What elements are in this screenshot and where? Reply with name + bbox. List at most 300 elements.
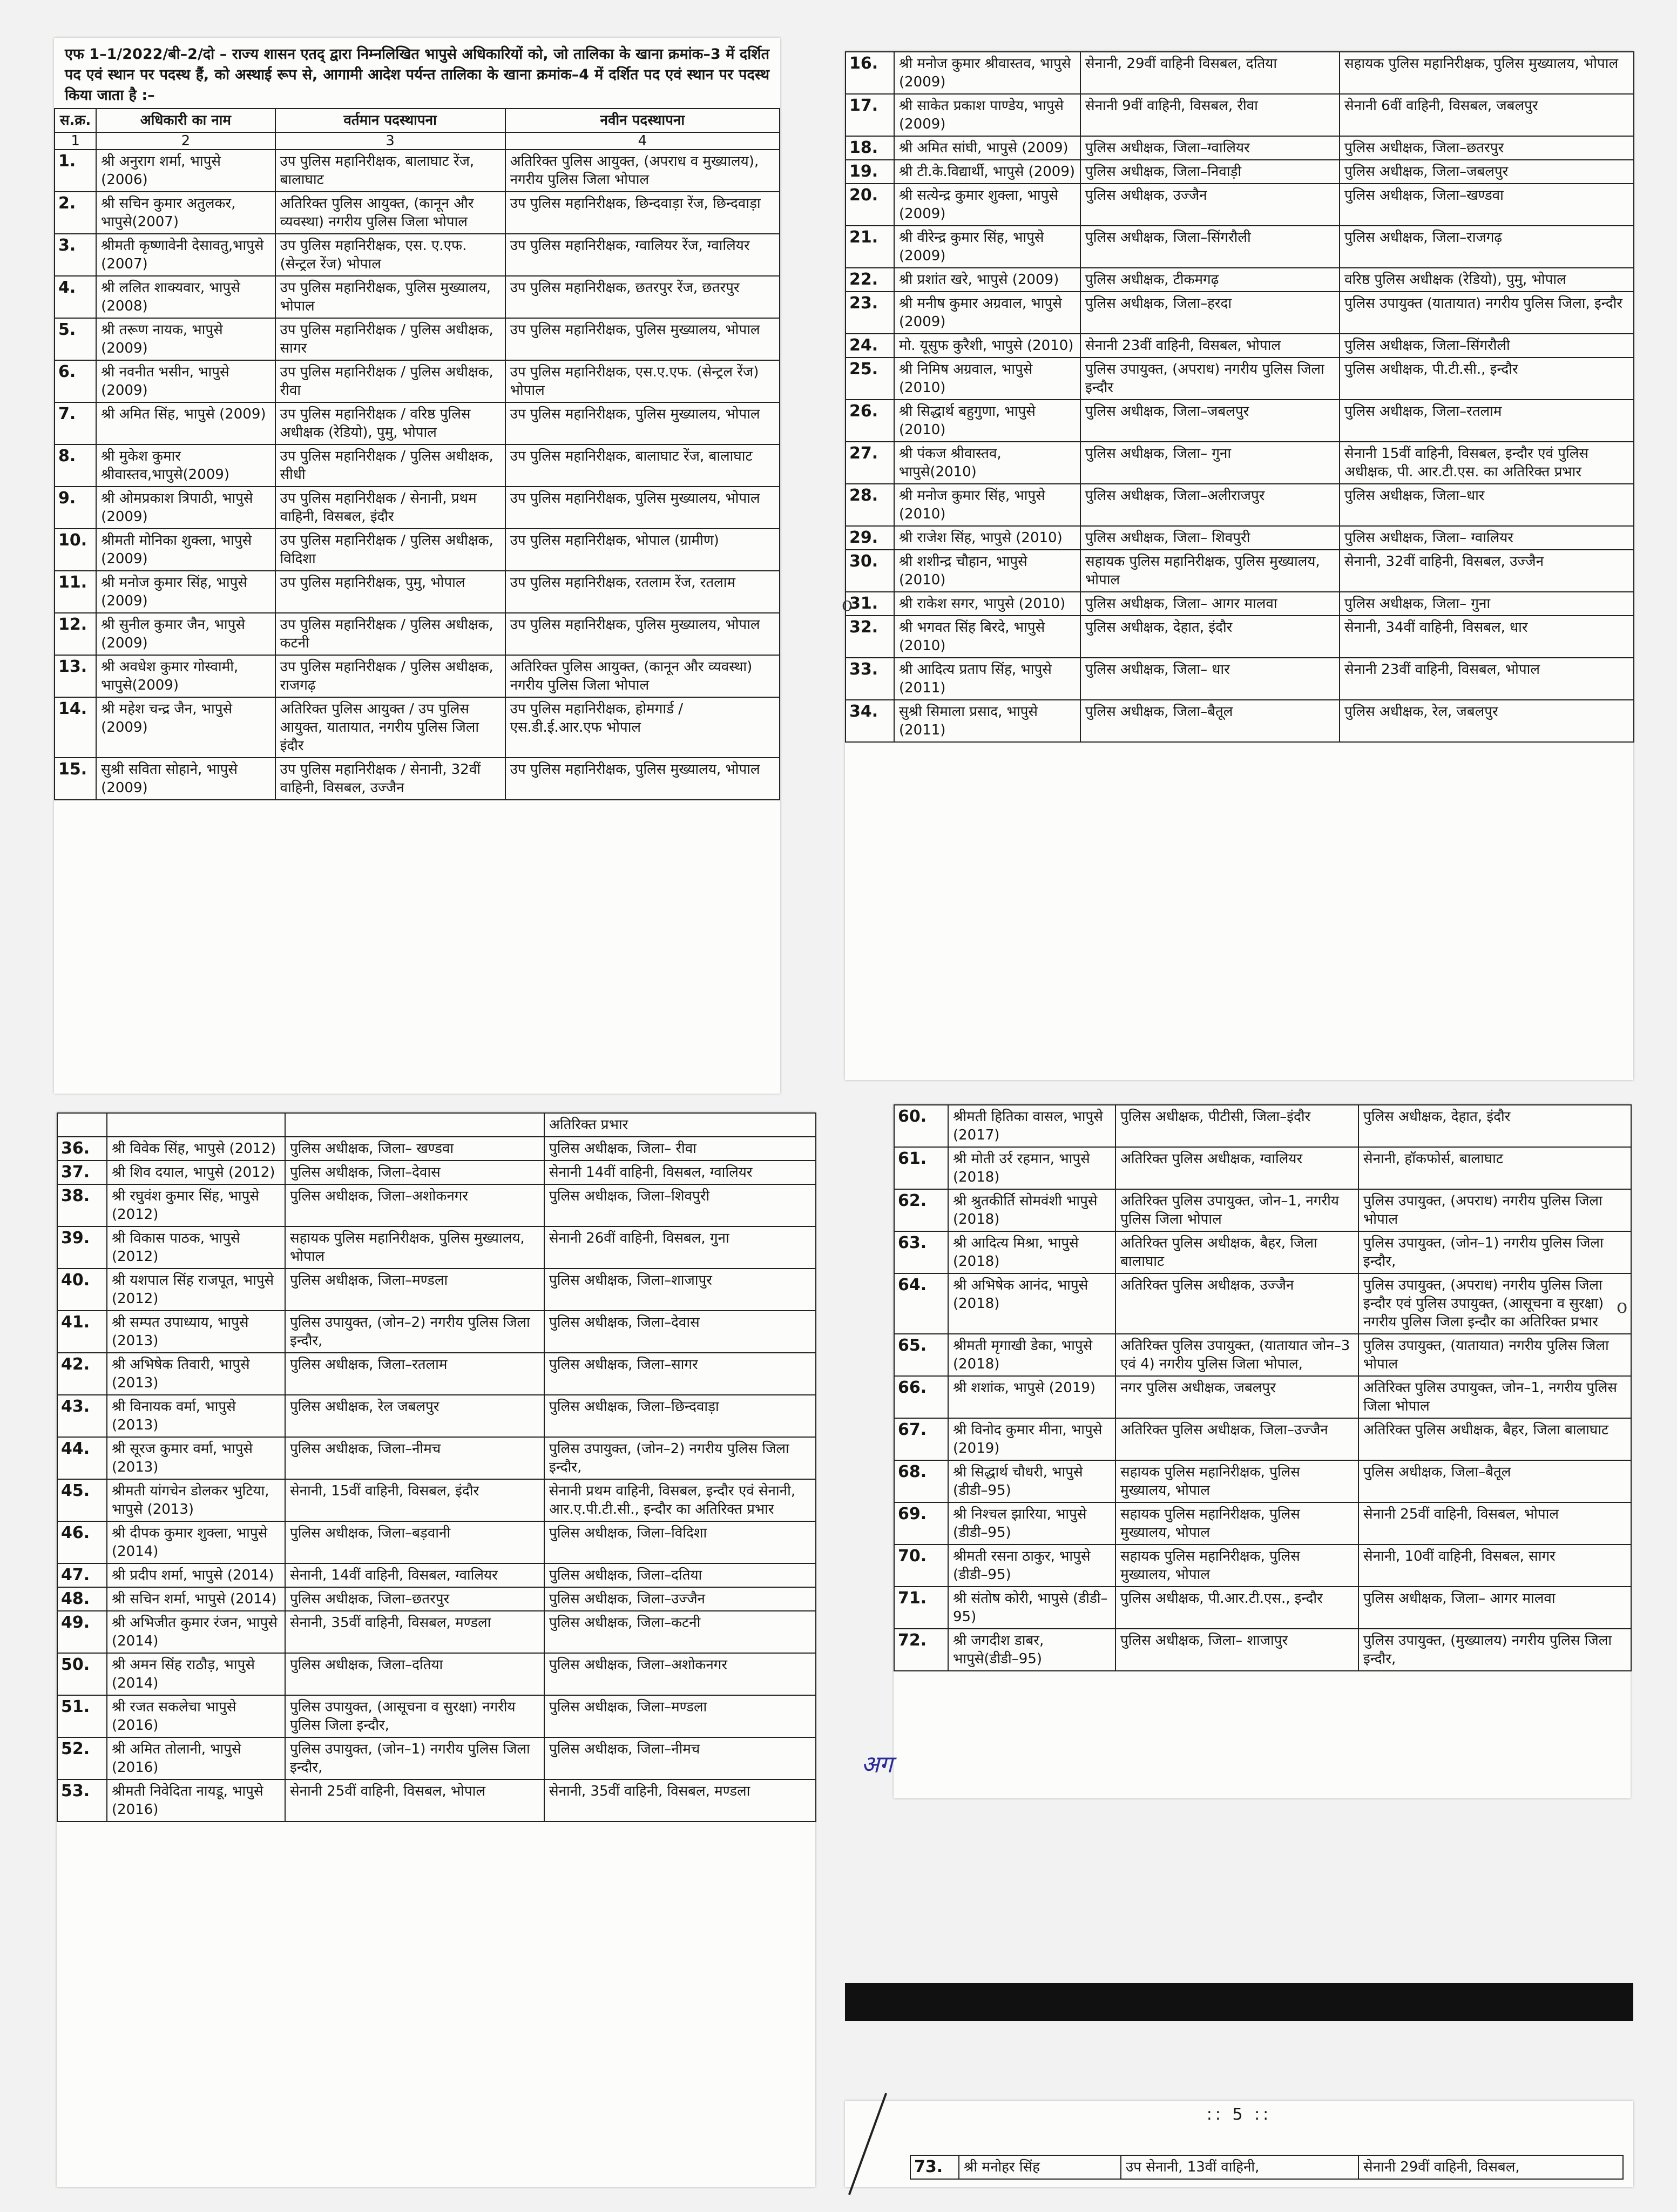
serial-number: 10. (55, 529, 96, 571)
transfer-table-3 (57, 1112, 816, 1822)
officer-name: श्री सत्येन्द्र कुमार शुक्ला, भापुसे (2009) (894, 184, 1080, 226)
table-row (894, 1273, 1631, 1334)
current-posting: पुलिस अधीक्षक, जिला– गुना (1080, 442, 1340, 484)
current-posting: उप पुलिस महानिरीक्षक / पुलिस अधीक्षक, कटनी (275, 613, 505, 655)
officer-name: श्री सचिन शर्मा, भापुसे (2014) (107, 1587, 285, 1611)
new-posting: पुलिस अधीक्षक, पी.टी.सी., इन्दौर (1340, 358, 1634, 400)
table-row (57, 1563, 816, 1587)
new-posting: उप पुलिस महानिरीक्षक, एस.ए.एफ. (सेन्ट्रल रेंज) भोपाल (505, 360, 780, 402)
transfer-table-2 (845, 51, 1634, 743)
serial-number: 4. (55, 276, 96, 318)
table-row (846, 226, 1634, 268)
officer-name: श्रीमती मोनिका शुक्ला, भापुसे (2009) (96, 529, 275, 571)
table-row (894, 1105, 1631, 1147)
serial-number: 64. (894, 1273, 948, 1334)
new-posting: उप पुलिस महानिरीक्षक, छतरपुर रेंज, छतरपुर (505, 276, 780, 318)
new-posting: पुलिस अधीक्षक, जिला–शिवपुरी (544, 1184, 816, 1226)
table-row (846, 616, 1634, 658)
serial-number: 68. (894, 1460, 948, 1502)
new-posting: पुलिस अधीक्षक, जिला–अशोकनगर (544, 1653, 816, 1695)
new-posting: पुलिस उपायुक्त, (अपराध) नगरीय पुलिस जिला इन्दौर एवं पुलिस उपायुक्त, (आसूचना व सुरक्षा) नगरीय पुलिस जिला इन्दौर का अतिरिक्त प्रभार (1358, 1273, 1631, 1334)
margin-mark: ᧐ (842, 591, 853, 616)
officer-name: श्री सूरज कुमार वर्मा, भापुसे (2013) (107, 1437, 285, 1479)
document-page-4 (861, 1104, 1631, 1798)
serial-number: 34. (846, 700, 894, 742)
current-posting: पुलिस अधीक्षक, जिला–ग्वालियर (1080, 136, 1340, 160)
serial-number: 16. (846, 52, 894, 94)
table-row (57, 1479, 816, 1521)
officer-name: श्रीमती निवेदिता नायडू, भापुसे (2016) (107, 1779, 285, 1822)
new-posting: अतिरिक्त पुलिस अधीक्षक, बैहर, जिला बालाघाट (1358, 1418, 1631, 1460)
officer-name: श्री तरूण नायक, भापुसे (2009) (96, 318, 275, 360)
officer-name: श्री राजेश सिंह, भापुसे (2010) (894, 526, 1080, 550)
officer-name: श्री महेश चन्द्र जैन, भापुसे (2009) (96, 697, 275, 758)
table-row (55, 697, 780, 758)
header-name: अधिकारी का नाम (96, 109, 275, 132)
table-row (55, 276, 780, 318)
new-posting: सेनानी 23वीं वाहिनी, विसबल, भोपाल (1340, 658, 1634, 700)
serial-number: 39. (57, 1226, 107, 1269)
serial-number: 23. (846, 292, 894, 334)
officer-name: श्री रजत सकलेचा भापुसे (2016) (107, 1695, 285, 1737)
table-row (894, 1460, 1631, 1502)
current-posting: अतिरिक्त पुलिस आयुक्त, (कानून और व्यवस्था) नगरीय पुलिस जिला भोपाल (275, 192, 505, 234)
current-posting: पुलिस अधीक्षक, टीकमगढ़ (1080, 268, 1340, 292)
current-posting: पुलिस अधीक्षक, पीटीसी, जिला–इंदौर (1115, 1105, 1358, 1147)
officer-name: श्री मोती उर्र रहमान, भापुसे (2018) (948, 1147, 1115, 1189)
current-posting: सहायक पुलिस महानिरीक्षक, पुलिस मुख्यालय, भोपाल (1115, 1502, 1358, 1545)
table-row (55, 150, 780, 192)
current-posting: अतिरिक्त पुलिस उपायुक्त, जोन–1, नगरीय पुलिस जिला भोपाल (1115, 1189, 1358, 1231)
new-posting: उप पुलिस महानिरीक्षक, पुलिस मुख्यालय, भोपाल (505, 487, 780, 529)
new-posting: पुलिस अधीक्षक, जिला–सागर (544, 1353, 816, 1395)
serial-number: 11. (55, 571, 96, 613)
serial-number: 28. (846, 484, 894, 526)
header-sno: स.क्र. (55, 109, 96, 132)
new-posting: पुलिस अधीक्षक, जिला–छिन्दवाड़ा (544, 1395, 816, 1437)
new-posting: पुलिस अधीक्षक, जिला–नीमच (544, 1737, 816, 1779)
current-posting: सहायक पुलिस महानिरीक्षक, पुलिस मुख्यालय, भोपाल (1080, 550, 1340, 592)
current-posting: पुलिस अधीक्षक, देहात, इंदौर (1080, 616, 1340, 658)
table-row (846, 268, 1634, 292)
table-row (57, 1137, 816, 1161)
current-posting: अतिरिक्त पुलिस आयुक्त / उप पुलिस आयुक्त, यातायात, नगरीय पुलिस जिला इंदौर (275, 697, 505, 758)
current-posting: पुलिस अधीक्षक, जिला–सिंगरौली (1080, 226, 1340, 268)
page-number: :: 5 :: (1206, 2105, 1272, 2124)
serial-number: 19. (846, 160, 894, 184)
table-row (894, 1502, 1631, 1545)
current-posting: पुलिस उपायुक्त, (अपराध) नगरीय पुलिस जिला इन्दौर (1080, 358, 1340, 400)
current-posting: पुलिस उपायुक्त, (जोन–1) नगरीय पुलिस जिला इन्दौर, (285, 1737, 544, 1779)
table-row (846, 52, 1634, 94)
current-posting: अतिरिक्त पुलिस अधीक्षक, उज्जैन (1115, 1273, 1358, 1334)
current-posting: सेनानी, 14वीं वाहिनी, विसबल, ग्वालियर (285, 1563, 544, 1587)
table-row (910, 2155, 1623, 2179)
table-row (55, 613, 780, 655)
officer-name: श्री शशीन्द्र चौहान, भापुसे (2010) (894, 550, 1080, 592)
table-row (846, 442, 1634, 484)
serial-number: 49. (57, 1611, 107, 1653)
officer-name: श्री अभिषेक आनंद, भापुसे (2018) (948, 1273, 1115, 1334)
current-posting: पुलिस अधीक्षक, जिला– शिवपुरी (1080, 526, 1340, 550)
new-posting: उप पुलिस महानिरीक्षक, पुलिस मुख्यालय, भोपाल (505, 318, 780, 360)
current-posting: उप पुलिस महानिरीक्षक / पुलिस अधीक्षक, सागर (275, 318, 505, 360)
table-row (846, 136, 1634, 160)
officer-name: श्री टी.के.विद्यार्थी, भापुसे (2009) (894, 160, 1080, 184)
serial-number: 17. (846, 94, 894, 136)
table-row (894, 1189, 1631, 1231)
table-row (57, 1311, 816, 1353)
table-row (846, 160, 1634, 184)
column-number: 3 (275, 132, 505, 150)
current-posting: अतिरिक्त पुलिस अधीक्षक, बैहर, जिला बालाघाट (1115, 1231, 1358, 1273)
officer-name: श्रीमती रसना ठाकुर, भापुसे (डीडी–95) (948, 1545, 1115, 1587)
new-posting: अतिरिक्त पुलिस आयुक्त, (अपराध व मुख्यालय), नगरीय पुलिस जिला भोपाल (505, 150, 780, 192)
table-row (57, 1695, 816, 1737)
officer-name: श्री मनोज कुमार सिंह, भापुसे (2010) (894, 484, 1080, 526)
table-row (846, 292, 1634, 334)
current-posting: सहायक पुलिस महानिरीक्षक, पुलिस मुख्यालय, भोपाल (1115, 1460, 1358, 1502)
serial-number: 15. (55, 758, 96, 800)
serial-number: 2. (55, 192, 96, 234)
officer-name: श्री निश्चल झारिया, भापुसे (डीडी–95) (948, 1502, 1115, 1545)
table-row (846, 484, 1634, 526)
new-posting: पुलिस अधीक्षक, जिला– ग्वालियर (1340, 526, 1634, 550)
current-posting: उप पुलिस महानिरीक्षक / सेनानी, प्रथम वाहिनी, विसबल, इंदौर (275, 487, 505, 529)
officer-name: श्रीमती मृगाखी डेका, भापुसे (2018) (948, 1334, 1115, 1376)
officer-name: श्री यशपाल सिंह राजपूत, भापुसे (2012) (107, 1269, 285, 1311)
table-row (55, 234, 780, 276)
current-posting: अतिरिक्त पुलिस अधीक्षक, ग्वालियर (1115, 1147, 1358, 1189)
officer-name: श्रीमती कृष्णावेनी देसावतु,भापुसे (2007) (96, 234, 275, 276)
new-posting: सेनानी, 34वीं वाहिनी, विसबल, धार (1340, 616, 1634, 658)
new-posting: उप पुलिस महानिरीक्षक, पुलिस मुख्यालय, भोपाल (505, 402, 780, 444)
officer-name: श्री अनुराग शर्मा, भापुसे (2006) (96, 150, 275, 192)
new-posting: सेनानी, हॉकफोर्स, बालाघाट (1358, 1147, 1631, 1189)
current-posting: उप पुलिस महानिरीक्षक / पुलिस अधीक्षक, विदिशा (275, 529, 505, 571)
serial-number: 51. (57, 1695, 107, 1737)
current-posting: पुलिस अधीक्षक, जिला–अशोकनगर (285, 1184, 544, 1226)
serial-number: 71. (894, 1587, 948, 1629)
document-page-1 (54, 38, 780, 1094)
serial-number: 73. (910, 2155, 959, 2179)
serial-number: 69. (894, 1502, 948, 1545)
table-row (846, 550, 1634, 592)
new-posting: सेनानी 14वीं वाहिनी, विसबल, ग्वालियर (544, 1161, 816, 1184)
current-posting: सेनानी 23वीं वाहिनी, विसबल, भोपाल (1080, 334, 1340, 358)
new-posting: पुलिस अधीक्षक, जिला–उज्जैन (544, 1587, 816, 1611)
serial-number: 9. (55, 487, 96, 529)
new-posting: पुलिस उपायुक्त, (अपराध) नगरीय पुलिस जिला भोपाल (1358, 1189, 1631, 1231)
new-posting: पुलिस अधीक्षक, जिला–धार (1340, 484, 1634, 526)
new-posting: अतिरिक्त पुलिस उपायुक्त, जोन–1, नगरीय पुलिस जिला भोपाल (1358, 1376, 1631, 1418)
serial-number: 6. (55, 360, 96, 402)
transfer-table-1 (54, 108, 780, 800)
officer-name: श्री विकास पाठक, भापुसे (2012) (107, 1226, 285, 1269)
new-posting: उप पुलिस महानिरीक्षक, बालाघाट रेंज, बालाघाट (505, 444, 780, 487)
column-number: 1 (55, 132, 96, 150)
serial-number: 14. (55, 697, 96, 758)
officer-name: श्री ललित शाक्यवार, भापुसे (2008) (96, 276, 275, 318)
document-page-5 (845, 2101, 1633, 2187)
officer-name: श्री सुनील कुमार जैन, भापुसे (2009) (96, 613, 275, 655)
current-posting: सेनानी, 35वीं वाहिनी, विसबल, मण्डला (285, 1611, 544, 1653)
new-posting: पुलिस अधीक्षक, जिला–विदिशा (544, 1521, 816, 1563)
table-row (894, 1629, 1631, 1671)
officer-name: श्री विवेक सिंह, भापुसे (2012) (107, 1137, 285, 1161)
table-row (57, 1269, 816, 1311)
officer-name: श्री जगदीश डाबर, भापुसे(डीडी–95) (948, 1629, 1115, 1671)
table-row (894, 1231, 1631, 1273)
column-number-row (55, 132, 780, 150)
officer-name: श्री संतोष कोरी, भापुसे (डीडी–95) (948, 1587, 1115, 1629)
new-posting: सेनानी प्रथम वाहिनी, विसबल, इन्दौर एवं सेनानी, आर.ए.पी.टी.सी., इन्दौर का अतिरिक्त प्रभार (544, 1479, 816, 1521)
officer-name: श्री अवधेश कुमार गोस्वामी, भापुसे(2009) (96, 655, 275, 697)
table-row (55, 655, 780, 697)
table-row (55, 318, 780, 360)
current-posting: पुलिस अधीक्षक, जिला–देवास (285, 1161, 544, 1184)
serial-number: 44. (57, 1437, 107, 1479)
officer-name: श्री सम्पत उपाध्याय, भापुसे (2013) (107, 1311, 285, 1353)
officer-name: श्रीमती हितिका वासल, भापुसे (2017) (948, 1105, 1115, 1147)
serial-number: 24. (846, 334, 894, 358)
table-row (57, 1611, 816, 1653)
current-posting: पुलिस अधीक्षक, जिला– खण्डवा (285, 1137, 544, 1161)
new-posting: अतिरिक्त पुलिस आयुक्त, (कानून और व्यवस्था) नगरीय पुलिस जिला भोपाल (505, 655, 780, 697)
serial-number: 18. (846, 136, 894, 160)
new-posting: पुलिस अधीक्षक, रेल, जबलपुर (1340, 700, 1634, 742)
officer-name: श्री सचिन कुमार अतुलकर, भापुसे(2007) (96, 192, 275, 234)
new-posting: पुलिस अधीक्षक, देहात, इंदौर (1358, 1105, 1631, 1147)
new-posting: उप पुलिस महानिरीक्षक, रतलाम रेंज, रतलाम (505, 571, 780, 613)
current-posting: सेनानी 25वीं वाहिनी, विसबल, भोपाल (285, 1779, 544, 1822)
new-posting: उप पुलिस महानिरीक्षक, ग्वालियर रेंज, ग्वालियर (505, 234, 780, 276)
serial-number: 12. (55, 613, 96, 655)
officer-name: श्री शिव दयाल, भापुसे (2012) (107, 1161, 285, 1184)
new-posting: सहायक पुलिस महानिरीक्षक, पुलिस मुख्यालय, भोपाल (1340, 52, 1634, 94)
current-posting: पुलिस अधीक्षक, उज्जैन (1080, 184, 1340, 226)
officer-name: श्री नवनीत भसीन, भापुसे (2009) (96, 360, 275, 402)
table-row (55, 444, 780, 487)
new-posting: पुलिस अधीक्षक, जिला–शाजापुर (544, 1269, 816, 1311)
officer-name: श्री अमित सिंह, भापुसे (2009) (96, 402, 275, 444)
new-posting: उप पुलिस महानिरीक्षक, भोपाल (ग्रामीण) (505, 529, 780, 571)
officer-name: श्री मनोज कुमार श्रीवास्तव, भापुसे (2009) (894, 52, 1080, 94)
officer-name: श्री दीपक कुमार शुक्ला, भापुसे (2014) (107, 1521, 285, 1563)
officer-name: श्री सिद्धार्थ चौधरी, भापुसे (डीडी–95) (948, 1460, 1115, 1502)
current-posting: उप पुलिस महानिरीक्षक / पुलिस अधीक्षक, सीधी (275, 444, 505, 487)
initials-signature: अग (861, 1751, 893, 1778)
new-posting: पुलिस उपायुक्त, (यातायात) नगरीय पुलिस जिला भोपाल (1358, 1334, 1631, 1376)
current-posting: सेनानी 9वीं वाहिनी, विसबल, रीवा (1080, 94, 1340, 136)
table-row (55, 529, 780, 571)
officer-name: श्री रघुवंश कुमार सिंह, भापुसे (2012) (107, 1184, 285, 1226)
serial-number: 13. (55, 655, 96, 697)
table-row (846, 358, 1634, 400)
document-page-2 (842, 51, 1633, 1080)
current-posting: अतिरिक्त पुलिस उपायुक्त, (यातायात जोन–3 एवं 4) नगरीय पुलिस जिला भोपाल, (1115, 1334, 1358, 1376)
serial-number: 25. (846, 358, 894, 400)
new-posting: सेनानी 25वीं वाहिनी, विसबल, भोपाल (1358, 1502, 1631, 1545)
serial-number: 37. (57, 1161, 107, 1184)
current-posting: उप पुलिस महानिरीक्षक / सेनानी, 32वीं वाहिनी, विसबल, उज्जैन (275, 758, 505, 800)
officer-name: श्री श्रुतकीर्ति सोमवंशी भापुसे (2018) (948, 1189, 1115, 1231)
table-row (57, 1353, 816, 1395)
serial-number: 36. (57, 1137, 107, 1161)
serial-number: 7. (55, 402, 96, 444)
officer-name: श्री शशांक, भापुसे (2019) (948, 1376, 1115, 1418)
table-row (57, 1653, 816, 1695)
new-posting: सेनानी, 32वीं वाहिनी, विसबल, उज्जैन (1340, 550, 1634, 592)
table-row (57, 1113, 816, 1137)
new-posting: पुलिस अधीक्षक, जिला– रीवा (544, 1137, 816, 1161)
table-row (55, 487, 780, 529)
table-row (846, 526, 1634, 550)
serial-number: 70. (894, 1545, 948, 1587)
serial-number: 67. (894, 1418, 948, 1460)
table-row (846, 592, 1634, 616)
table-row (57, 1779, 816, 1822)
new-posting: उप पुलिस महानिरीक्षक, छिन्दवाड़ा रेंज, छिन्दवाड़ा (505, 192, 780, 234)
serial-number: 20. (846, 184, 894, 226)
table-row (846, 400, 1634, 442)
officer-name: श्री आदित्य प्रताप सिंह, भापुसे (2011) (894, 658, 1080, 700)
new-posting: पुलिस अधीक्षक, जिला–बैतूल (1358, 1460, 1631, 1502)
margin-mark: ᧐ (1617, 1293, 1627, 1318)
new-posting: पुलिस अधीक्षक, जिला–मण्डला (544, 1695, 816, 1737)
officer-name: श्री अमित सांघी, भापुसे (2009) (894, 136, 1080, 160)
header-current: वर्तमान पदस्थापना (275, 109, 505, 132)
current-posting: पुलिस अधीक्षक, जिला– शाजापुर (1115, 1629, 1358, 1671)
serial-number: 29. (846, 526, 894, 550)
table-row (55, 360, 780, 402)
officer-name: श्री ओमप्रकाश त्रिपाठी, भापुसे (2009) (96, 487, 275, 529)
table-row (57, 1184, 816, 1226)
carry-over-text: अतिरिक्त प्रभार (544, 1113, 816, 1137)
officer-name: श्री प्रदीप शर्मा, भापुसे (2014) (107, 1563, 285, 1587)
table-row (894, 1147, 1631, 1189)
new-posting: पुलिस उपायुक्त (यातायात) नगरीय पुलिस जिला, इन्दौर (1340, 292, 1634, 334)
officer-name: सुश्री सिमाला प्रसाद, भापुसे (2011) (894, 700, 1080, 742)
new-posting: पुलिस अधीक्षक, जिला–जबलपुर (1340, 160, 1634, 184)
serial-number: 62. (894, 1189, 948, 1231)
table-row (894, 1376, 1631, 1418)
serial-number: 65. (894, 1334, 948, 1376)
new-posting: वरिष्ठ पुलिस अधीक्षक (रेडियो), पुमु, भोपाल (1340, 268, 1634, 292)
current-posting: पुलिस उपायुक्त, (आसूचना व सुरक्षा) नगरीय पुलिस जिला इन्दौर, (285, 1695, 544, 1737)
current-posting: सेनानी, 29वीं वाहिनी विसबल, दतिया (1080, 52, 1340, 94)
new-posting: पुलिस अधीक्षक, जिला–राजगढ़ (1340, 226, 1634, 268)
officer-name: श्री वीरेन्द्र कुमार सिंह, भापुसे (2009) (894, 226, 1080, 268)
officer-name: श्री साकेत प्रकाश पाण्डेय, भापुसे (2009) (894, 94, 1080, 136)
table-row (57, 1161, 816, 1184)
serial-number: 40. (57, 1269, 107, 1311)
officer-name: श्री अमन सिंह राठौड़, भापुसे (2014) (107, 1653, 285, 1695)
officer-name: श्री अभिषेक तिवारी, भापुसे (2013) (107, 1353, 285, 1395)
new-posting: पुलिस उपायुक्त, (जोन–1) नगरीय पुलिस जिला इन्दौर, (1358, 1231, 1631, 1273)
current-posting: पुलिस अधीक्षक, जिला–बड़वानी (285, 1521, 544, 1563)
current-posting: उप पुलिस महानिरीक्षक / पुलिस अधीक्षक, राजगढ़ (275, 655, 505, 697)
officer-name: श्री अभिजीत कुमार रंजन, भापुसे (2014) (107, 1611, 285, 1653)
table-row (846, 658, 1634, 700)
current-posting: पुलिस अधीक्षक, जिला–हरदा (1080, 292, 1340, 334)
table-row (894, 1334, 1631, 1376)
current-posting: उप सेनानी, 13वीं वाहिनी, (1121, 2155, 1358, 2179)
table-row (846, 334, 1634, 358)
table-row (894, 1545, 1631, 1587)
serial-number: 47. (57, 1563, 107, 1587)
current-posting: उप पुलिस महानिरीक्षक / वरिष्ठ पुलिस अधीक्षक (रेडियो), पुमु, भोपाल (275, 402, 505, 444)
table-row (57, 1437, 816, 1479)
current-posting: पुलिस अधीक्षक, जिला–मण्डला (285, 1269, 544, 1311)
new-posting: पुलिस अधीक्षक, जिला–देवास (544, 1311, 816, 1353)
new-posting: पुलिस अधीक्षक, जिला–रतलाम (1340, 400, 1634, 442)
new-posting: पुलिस अधीक्षक, जिला–कटनी (544, 1611, 816, 1653)
new-posting: पुलिस अधीक्षक, जिला–खण्डवा (1340, 184, 1634, 226)
transfer-table-5 (910, 2155, 1624, 2180)
serial-number: 1. (55, 150, 96, 192)
serial-number: 31. (846, 592, 894, 616)
officer-name: श्री पंकज श्रीवास्तव, भापुसे(2010) (894, 442, 1080, 484)
serial-number: 5. (55, 318, 96, 360)
current-posting: अतिरिक्त पुलिस अधीक्षक, जिला–उज्जैन (1115, 1418, 1358, 1460)
table-row (55, 758, 780, 800)
serial-number: 72. (894, 1629, 948, 1671)
serial-number: 26. (846, 400, 894, 442)
table-row (846, 700, 1634, 742)
new-posting: उप पुलिस महानिरीक्षक, पुलिस मुख्यालय, भोपाल (505, 613, 780, 655)
new-posting: पुलिस अधीक्षक, जिला– गुना (1340, 592, 1634, 616)
officer-name: मो. यूसुफ कुरैशी, भापुसे (2010) (894, 334, 1080, 358)
officer-name: श्री विनोद कुमार मीना, भापुसे (2019) (948, 1418, 1115, 1460)
document-page-3 (57, 1112, 815, 2187)
officer-name: श्री अमित तोलानी, भापुसे (2016) (107, 1737, 285, 1779)
current-posting: सहायक पुलिस महानिरीक्षक, पुलिस मुख्यालय, भोपाल (1115, 1545, 1358, 1587)
current-posting: पुलिस अधीक्षक, रेल जबलपुर (285, 1395, 544, 1437)
serial-number: 46. (57, 1521, 107, 1563)
column-number: 4 (505, 132, 780, 150)
serial-number: 63. (894, 1231, 948, 1273)
serial-number: 61. (894, 1147, 948, 1189)
serial-number: 45. (57, 1479, 107, 1521)
serial-number: 53. (57, 1779, 107, 1822)
table-row (57, 1587, 816, 1611)
current-posting: पुलिस अधीक्षक, जिला–जबलपुर (1080, 400, 1340, 442)
new-posting: सेनानी 26वीं वाहिनी, विसबल, गुना (544, 1226, 816, 1269)
new-posting: पुलिस अधीक्षक, जिला–दतिया (544, 1563, 816, 1587)
table-row (846, 94, 1634, 136)
new-posting: पुलिस उपायुक्त, (जोन–2) नगरीय पुलिस जिला इन्दौर, (544, 1437, 816, 1479)
serial-number: 50. (57, 1653, 107, 1695)
current-posting: उप पुलिस महानिरीक्षक, पुमु, भोपाल (275, 571, 505, 613)
serial-number: 60. (894, 1105, 948, 1147)
table-row (57, 1395, 816, 1437)
current-posting: पुलिस उपायुक्त, (जोन–2) नगरीय पुलिस जिला इन्दौर, (285, 1311, 544, 1353)
table-row (57, 1226, 816, 1269)
table-row (55, 192, 780, 234)
new-posting: पुलिस अधीक्षक, जिला–सिंगरौली (1340, 334, 1634, 358)
current-posting: सेनानी, 15वीं वाहिनी, विसबल, इंदौर (285, 1479, 544, 1521)
new-posting: सेनानी 29वीं वाहिनी, विसबल, (1358, 2155, 1623, 2179)
serial-number: 33. (846, 658, 894, 700)
officer-name: श्री मनोज कुमार सिंह, भापुसे (2009) (96, 571, 275, 613)
serial-number: 8. (55, 444, 96, 487)
officer-name: श्रीमती यांगचेन डोलकर भुटिया, भापुसे (2013) (107, 1479, 285, 1521)
new-posting: सेनानी, 35वीं वाहिनी, विसबल, मण्डला (544, 1779, 816, 1822)
table-row (55, 571, 780, 613)
current-posting: पुलिस अधीक्षक, पी.आर.टी.एस., इन्दौर (1115, 1587, 1358, 1629)
column-number: 2 (96, 132, 275, 150)
